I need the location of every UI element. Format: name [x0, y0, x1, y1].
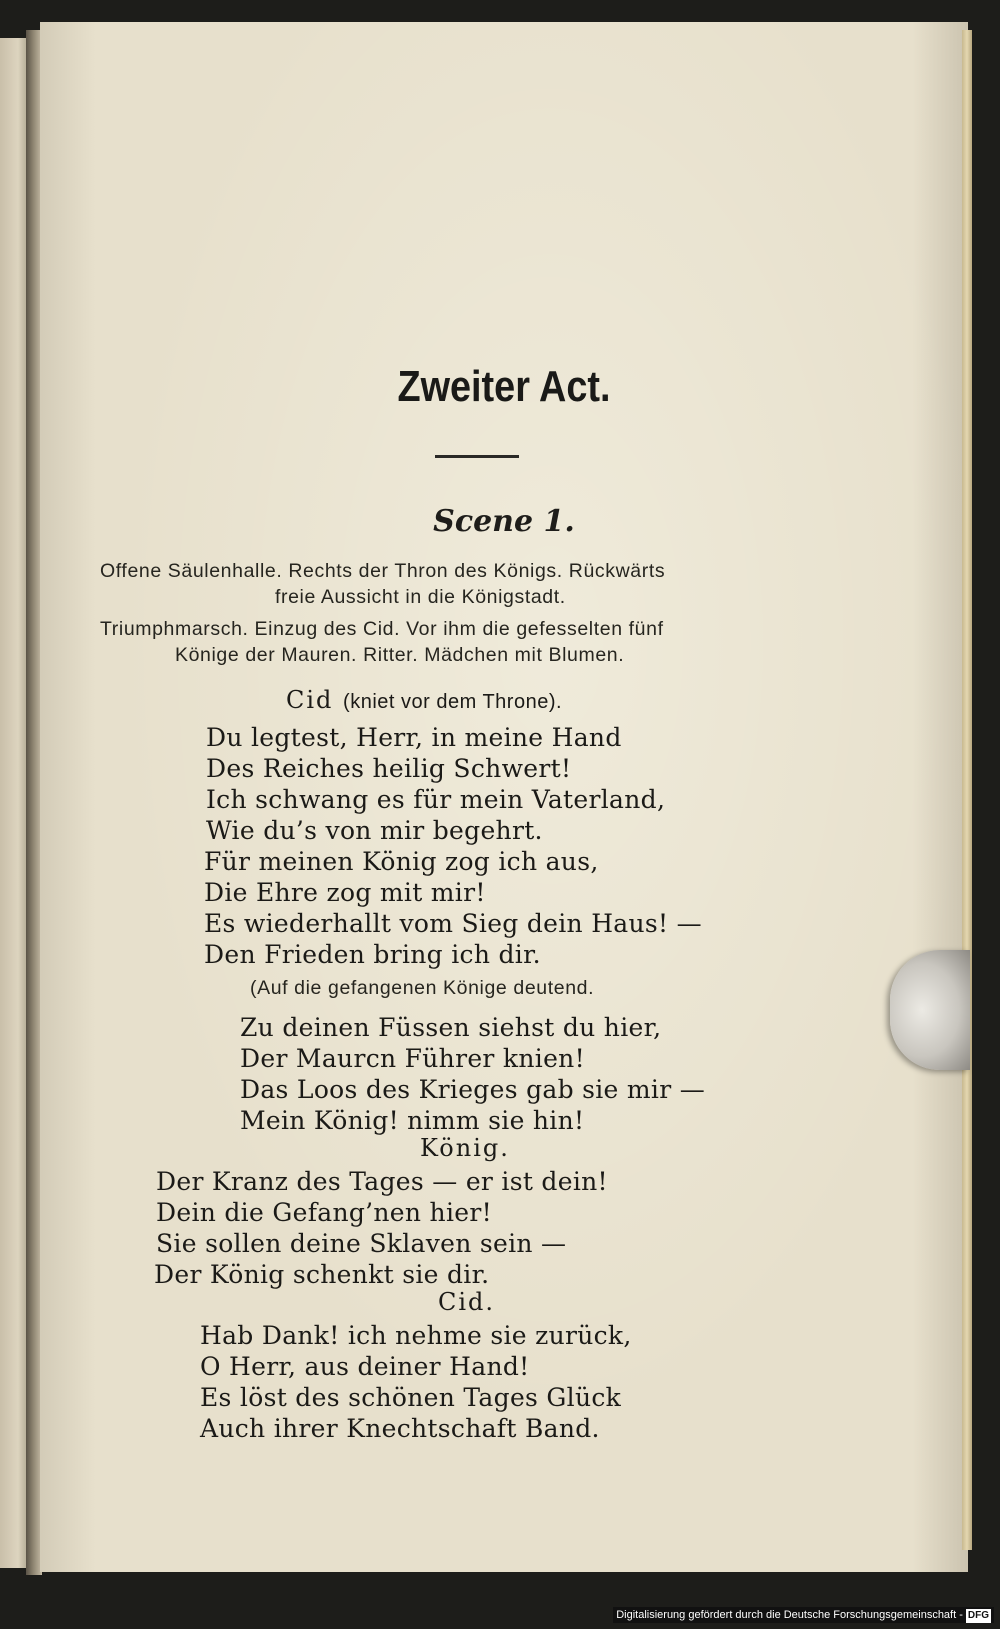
speaker-name: Cid: [286, 686, 334, 714]
verse-line: Mein König! nimm sie hin!: [240, 1106, 585, 1135]
stage-direction-3: (Auf die gefangenen Könige deutend.: [250, 977, 595, 999]
verse-line: Es wiederhallt vom Sieg dein Haus! —: [204, 909, 702, 938]
verse-line: Des Reiches heilig Schwert!: [206, 754, 572, 783]
verse-line: Für meinen König zog ich aus,: [204, 847, 599, 876]
speaker-direction: (kniet vor dem Throne).: [343, 691, 563, 713]
book-page: [40, 22, 968, 1572]
digitization-footer: [613, 1607, 994, 1623]
verse-line: Sie sollen deine Sklaven sein —: [156, 1229, 567, 1258]
verse-line: Der König schenkt sie dir.: [154, 1260, 490, 1289]
speaker-koenig: König.: [420, 1134, 510, 1162]
footer-text: Digitalisierung gefördert durch die Deutsche Forschungsgemeinschaft -: [616, 1609, 963, 1621]
verse-line: Der Maurcn Führer knien!: [240, 1044, 585, 1073]
page-edge: [962, 30, 972, 1550]
speaker-cid-2: Cid.: [438, 1288, 496, 1316]
stage-direction-1-line-1: Offene Säulenhalle. Rechts der Thron des Königs. Rückwärts: [100, 560, 666, 582]
verse-line: Wie du’s von mir begehrt.: [206, 816, 543, 845]
stage-direction-1-line-2: freie Aussicht in die Königstadt.: [275, 586, 566, 608]
verse-line: Der Kranz des Tages — er ist dein!: [156, 1167, 608, 1196]
act-title: Zweiter Act.: [397, 362, 611, 411]
title-rule: [435, 455, 519, 458]
verse-line: Auch ihrer Knechtschaft Band.: [200, 1414, 600, 1443]
dfg-logo: DFG: [967, 1610, 989, 1621]
verse-line: Das Loos des Krieges gab sie mir —: [240, 1075, 705, 1104]
speaker-cid: [286, 686, 562, 714]
verse-line: Zu deinen Füssen siehst du hier,: [240, 1013, 662, 1042]
verse-line: Den Frieden bring ich dir.: [204, 940, 541, 969]
verse-line: Hab Dank! ich nehme sie zurück,: [200, 1321, 632, 1350]
verse-line: Es löst des schönen Tages Glück: [200, 1383, 622, 1412]
verse-line: Du legtest, Herr, in meine Hand: [206, 723, 622, 752]
verse-line: Die Ehre zog mit mir!: [204, 878, 486, 907]
stage-direction-2-line-2: Könige der Mauren. Ritter. Mädchen mit Blumen.: [175, 644, 625, 666]
scene-heading: Scene 1.: [433, 504, 575, 539]
verse-line: Dein die Gefang’nen hier!: [156, 1198, 492, 1227]
verse-line: O Herr, aus deiner Hand!: [200, 1352, 530, 1381]
stage-direction-2-line-1: Triumphmarsch. Einzug des Cid. Vor ihm die gefesselten fünf: [100, 618, 664, 640]
page-clip: [890, 950, 970, 1070]
verse-line: Ich schwang es für mein Vaterland,: [206, 785, 666, 814]
